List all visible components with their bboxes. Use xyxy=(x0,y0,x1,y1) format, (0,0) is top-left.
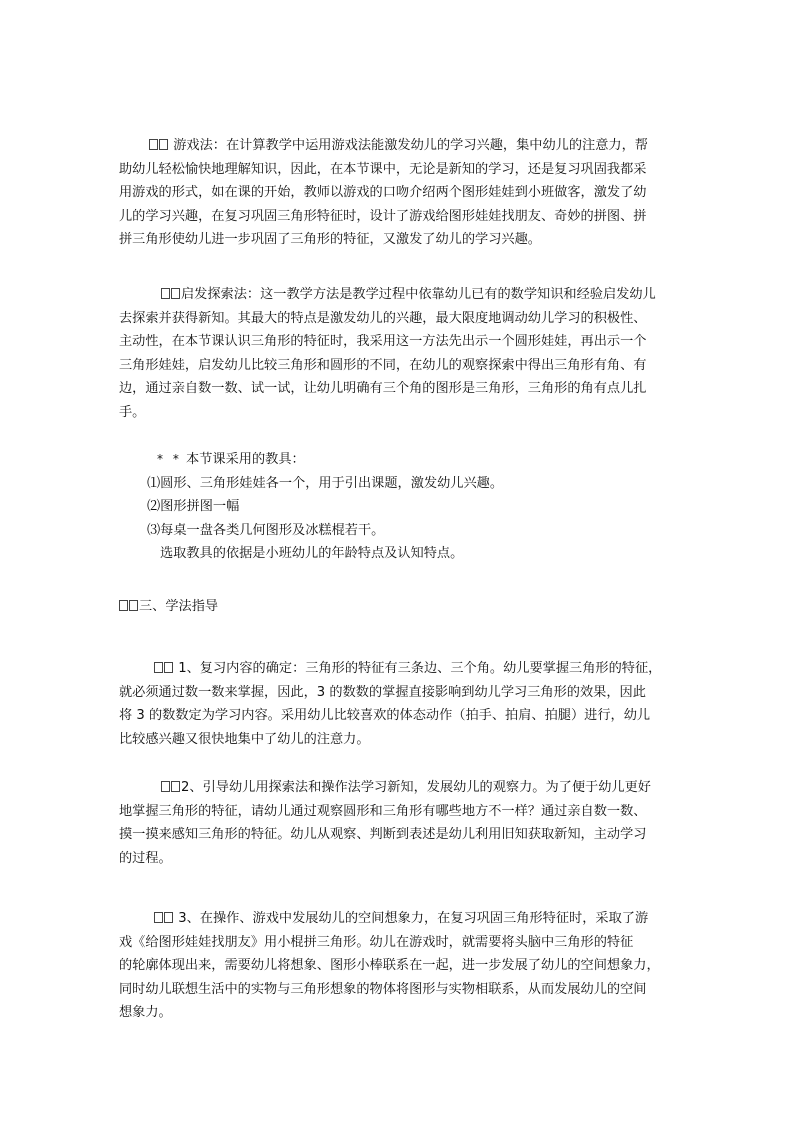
missing-glyph-icon xyxy=(119,600,128,611)
section-heading-text: 三、学法指导 xyxy=(139,599,219,614)
missing-glyph-icon xyxy=(164,662,173,673)
tools-heading-line xyxy=(119,448,675,472)
teaching-tools-list xyxy=(119,448,675,566)
paragraph-line xyxy=(119,657,675,681)
paragraph-line: 就必须通过数一数来掌握，因此，3 的数数的掌握直接影响到幼儿学习三角形的效果，因此 xyxy=(119,684,646,700)
paragraph-line: 摸一摸来感知三角形的特征。幼儿从观察、判断到表述是幼儿利用旧知获取新知，主动学习 xyxy=(119,827,647,842)
paragraph-line: 比较感兴趣又很快地集中了幼儿的注意力。 xyxy=(119,731,370,747)
paragraph-line xyxy=(119,776,675,800)
paragraph-explore-method xyxy=(119,283,675,424)
tools-item: ⑴圆形、三角形娃娃各一个，用于引出课题，激发幼儿兴趣。 xyxy=(147,475,504,491)
paragraph-line: 的过程。 xyxy=(119,850,172,866)
paragraph-line: 想象力。 xyxy=(119,1005,172,1020)
paragraph-line xyxy=(119,907,675,931)
paragraph-line: 三角形娃娃，启发幼儿比较三角形和圆形的不同，在幼儿的观察探索中得出三角形有角、有 xyxy=(119,357,647,373)
tools-item: ⑶每桌一盘各类几何图形及冰糕棍若干。 xyxy=(147,522,385,538)
missing-glyph-icon xyxy=(164,912,173,923)
paragraph-line: 的轮廓体现出来，需要幼儿将想象、图形小棒联系在一起，进一步发展了幼儿的空间想象力， xyxy=(119,958,660,973)
missing-glyph-icon xyxy=(154,662,163,673)
paragraph-line xyxy=(119,134,675,158)
missing-glyph-icon xyxy=(171,288,180,299)
missing-glyph-icon xyxy=(159,139,168,150)
paragraph-line: 助幼儿轻松愉快地理解知识，因此，在本节课中，无论是新知的学习，还是复习巩固我都采 xyxy=(119,161,647,177)
paragraph-guide-2 xyxy=(119,776,675,870)
missing-glyph-icon xyxy=(171,781,180,792)
line-text: 2、引导幼儿用探索法和操作法学习新知，发展幼儿的观察力。为了便于幼儿更好 xyxy=(181,780,651,795)
missing-glyph-icon xyxy=(161,781,170,792)
line-text: 3、在操作、游戏中发展幼儿的空间想象力，在复习巩固三角形特征时，采取了游 xyxy=(178,911,649,926)
tools-heading: 本节课采用的教具： xyxy=(186,452,305,467)
line-text: 1、复习内容的确定：三角形的特征有三条边、三个角。幼儿要掌握三角形的特征， xyxy=(178,661,662,676)
tools-item: ⑵图形拼图一幅 xyxy=(147,499,240,514)
missing-glyph-icon xyxy=(149,139,158,150)
paragraph-guide-3 xyxy=(119,907,675,1025)
paragraph-line: 同时幼儿联想生活中的实物与三角形想象的物体将图形与实物相联系，从而发展幼儿的空间 xyxy=(119,981,647,997)
paragraph-line: 去探索并获得新知。其最大的特点是激发幼儿的兴趣，最大限度地调动幼儿学习的积极性、 xyxy=(119,310,647,326)
paragraph-line: 拼三角形使幼儿进一步巩固了三角形的特征，又激发了幼儿的学习兴趣。 xyxy=(119,232,541,247)
paragraph-line: 将 3 的数数定为学习内容。采用幼儿比较喜欢的体态动作（拍手、拍肩、拍腿）进行，幼儿 xyxy=(119,708,651,723)
paragraph-line: 主动性，在本节课认识三角形的特征时，我采用这一方法先出示一个圆形娃娃，再出示一个 xyxy=(119,334,647,349)
paragraph-line xyxy=(119,283,675,307)
paragraph-line: 地掌握三角形的特征，请幼儿通过观察圆形和三角形有哪些地方不一样？通过亲自数一数、 xyxy=(119,803,647,819)
paragraph-line: 手。 xyxy=(119,404,146,420)
paragraph-line: 用游戏的形式，如在课的开始，教师以游戏的口吻介绍两个图形娃娃到小班做客，激发了幼 xyxy=(119,185,647,200)
paragraph-line: 戏《给图形娃娃找朋友》用小棍拼三角形。幼儿在游戏时，就需要将头脑中三角形的特征 xyxy=(119,934,634,950)
paragraph-game-method xyxy=(119,134,675,252)
missing-glyph-icon xyxy=(129,600,138,611)
tools-basis: 选取教具的依据是小班幼儿的年龄特点及认知特点。 xyxy=(160,546,464,561)
missing-glyph-icon xyxy=(161,288,170,299)
bullet-stars: * * xyxy=(157,452,182,466)
paragraph-guide-1 xyxy=(119,657,675,751)
section-heading-guide xyxy=(119,595,675,619)
line-text: 游戏法：在计算教学中运用游戏法能激发幼儿的学习兴趣，集中幼儿的注意力，帮 xyxy=(173,138,648,153)
line-text: 启发探索法：这一教学方法是教学过程中依靠幼儿已有的数学知识和经验启发幼儿 xyxy=(181,287,656,302)
missing-glyph-icon xyxy=(154,912,163,923)
section-heading-line xyxy=(119,595,675,619)
paragraph-line: 边，通过亲自数一数、试一试，让幼儿明确有三个角的图形是三角形，三角形的角有点儿扎 xyxy=(119,381,647,396)
paragraph-line: 儿的学习兴趣，在复习巩固三角形特征时，设计了游戏给图形娃娃找朋友、奇妙的拼图、拼 xyxy=(119,208,647,224)
